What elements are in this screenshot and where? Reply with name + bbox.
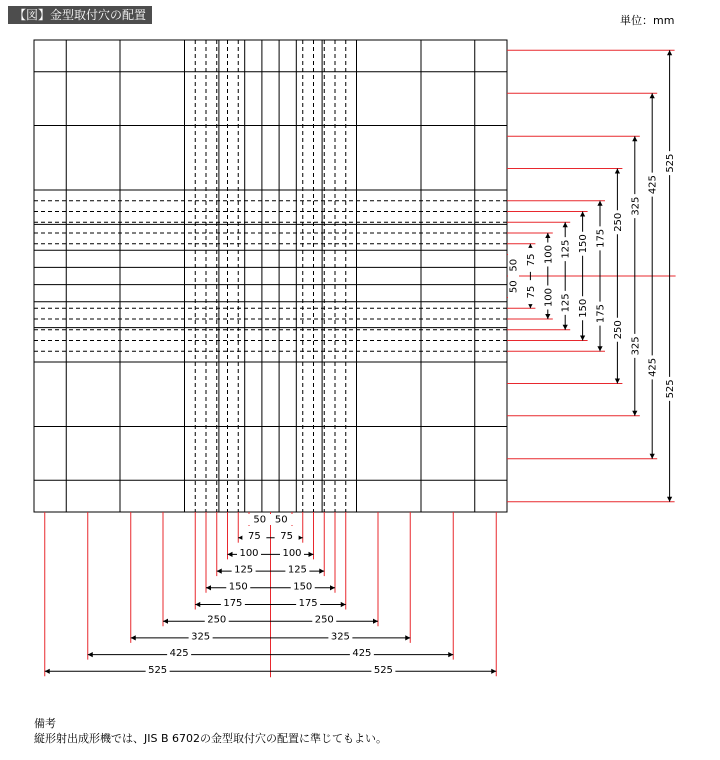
arrow-right (448, 652, 453, 657)
dimension-label: 250 (314, 614, 334, 626)
remarks-block (34, 716, 387, 746)
arrow-up (597, 201, 602, 206)
dimension-label: 75 (248, 531, 261, 543)
arrow-left (45, 669, 50, 674)
arrow-left (217, 569, 222, 574)
dimension-label: 50 (274, 514, 288, 526)
dimension-label: 175 (223, 598, 243, 609)
arrow-down (580, 336, 585, 341)
dimension-label: 525 (373, 664, 393, 676)
arrow-right (405, 635, 410, 640)
dimension-label: 525 (665, 153, 677, 173)
arrow-right (373, 619, 378, 624)
dimension-label: 125 (560, 239, 572, 259)
dimension-label: 150 (228, 581, 248, 593)
dimension-label: 150 (578, 298, 590, 318)
dimension-label: 525 (665, 379, 677, 399)
arrow-left (228, 552, 233, 557)
arrow-right (319, 569, 324, 574)
dimension-label: 425 (169, 648, 189, 660)
remarks-note: 縦形射出成形機では、JIS B 6702の金型取付穴の配置に準じてもよい。 (34, 732, 388, 745)
arrow-right (330, 585, 335, 590)
dimension-label: 525 (148, 664, 168, 676)
arrow-down (563, 325, 568, 330)
dimension-label: 75 (280, 531, 293, 543)
arrow-up (615, 169, 620, 174)
dimension-label: 325 (630, 336, 642, 356)
dimension-label: 425 (352, 648, 372, 660)
dimension-label: 125 (287, 564, 307, 576)
arrow-left (163, 619, 168, 624)
dimension-label: 250 (612, 320, 624, 340)
arrow-up (545, 233, 550, 238)
dimension-label: 75 (525, 285, 537, 299)
arrow-up (650, 93, 655, 98)
arrow-right (491, 669, 496, 674)
arrow-left (88, 652, 93, 657)
dimension-label: 150 (293, 581, 313, 593)
dimension-label: 425 (647, 175, 659, 195)
unit-label: 単位：mm (620, 14, 675, 27)
dimension-label: 50 (253, 514, 267, 526)
arrow-up (667, 50, 672, 55)
arrow-right (309, 552, 314, 557)
arrow-left (131, 635, 136, 640)
dimension-label: 125 (234, 564, 254, 576)
dimension-label: 100 (282, 547, 302, 559)
dimension-label: 325 (330, 631, 350, 643)
platen-outline (34, 40, 507, 512)
dimension-label: 100 (543, 287, 555, 308)
arrow-up (632, 136, 637, 141)
dimension-label: 325 (630, 196, 642, 216)
dimension-label: 175 (595, 304, 607, 324)
dimension-label: 125 (560, 293, 572, 313)
arrow-left (206, 585, 211, 590)
arrow-down (632, 411, 637, 416)
arrow-down (615, 379, 620, 384)
dimension-label: 250 (612, 212, 624, 232)
remarks-heading: 備考 (34, 717, 56, 730)
dimension-label: 75 (525, 253, 537, 267)
dimension-label: 50 (508, 258, 520, 272)
dimension-label: 425 (647, 357, 659, 377)
dimension-label: 50 (508, 280, 520, 294)
dimension-label: 175 (595, 228, 607, 248)
arrow-up (580, 212, 585, 217)
arrow-up (563, 222, 568, 227)
dimension-label: 250 (207, 614, 227, 626)
dimension-label: 325 (191, 631, 211, 643)
figure-title: 【図】金型取付穴の配置 (8, 6, 152, 24)
arrow-left (195, 602, 200, 607)
dimension-label: 175 (298, 598, 318, 609)
dimension-label: 100 (239, 547, 259, 559)
arrow-down (545, 314, 550, 319)
arrow-down (667, 497, 672, 502)
arrow-right (341, 602, 346, 607)
dimension-label: 150 (578, 234, 590, 254)
arrow-down (597, 346, 602, 351)
dimension-label: 100 (543, 244, 555, 265)
arrow-down (650, 454, 655, 459)
